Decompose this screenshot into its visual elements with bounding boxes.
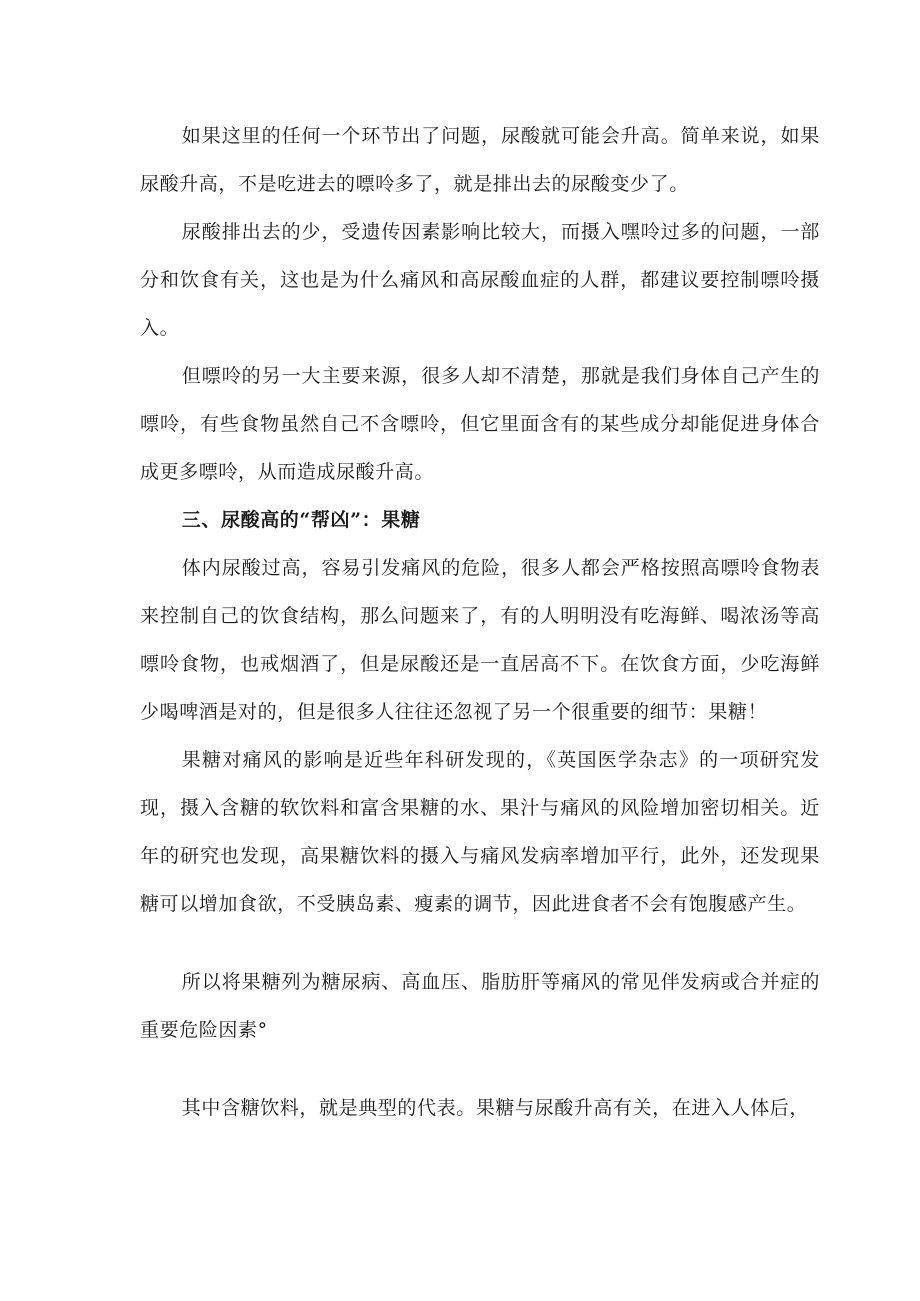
section-paragraph-4: 其中含糖饮料，就是典型的代表。果糖与尿酸升高有关，在进入人体后， — [181, 1097, 809, 1119]
section-paragraph-2: 果糖对痛风的影响是近些年科研发现的，《英国医学杂志》的一项研究发现，摄入含糖的软饮料和富含果糖的水、果汁与痛风的风险增加密切相关。近年的研究也发现，高果糖饮料的摄入与痛风发病率增加平行，此外，还发现果糖可以增加食欲，不受胰岛素、瘦素的调节，因此进食者不会有饱腹感产生。 — [140, 749, 820, 915]
section-paragraph-3: 所以将果糖列为糖尿病、高血压、脂肪肝等痛风的常见伴发病或合并症的重要危险因素° — [140, 971, 820, 1041]
document-page — [140, 112, 820, 1132]
paragraph-1: 如果这里的任何一个环节出了问题，尿酸就可能会升高。简单来说，如果尿酸升高，不是吃进去的嘌呤多了，就是排出去的尿酸变少了。 — [140, 125, 820, 195]
section-paragraph-1: 体内尿酸过高，容易引发痛风的危险，很多人都会严格按照高嘌呤食物表来控制自己的饮食结构，那么问题来了，有的人明明没有吃海鲜、喝浓汤等高嘌呤食物，也戒烟酒了，但是尿酸还是一直居高不下。在饮食方面，少吃海鲜少喝啤酒是对的，但是很多人往往还忽视了另一个很重要的细节：果糖！ — [140, 557, 820, 723]
section-heading: 三、尿酸高的“帮凶”：果糖 — [181, 509, 421, 531]
paragraph-2: 尿酸排出去的少，受遗传因素影响比较大，而摄入嘿呤过多的问题，一部分和饮食有关，这也是为什么痛风和高尿酸血症的人群，都建议要控制嘌呤摄入。 — [140, 221, 820, 339]
paragraph-3: 但嘌呤的另一大主要来源，很多人却不清楚，那就是我们身体自己产生的嘌呤，有些食物虽然自己不含嘌呤，但它里面含有的某些成分却能促进身体合成更多嘌呤，从而造成尿酸升高。 — [140, 365, 820, 483]
